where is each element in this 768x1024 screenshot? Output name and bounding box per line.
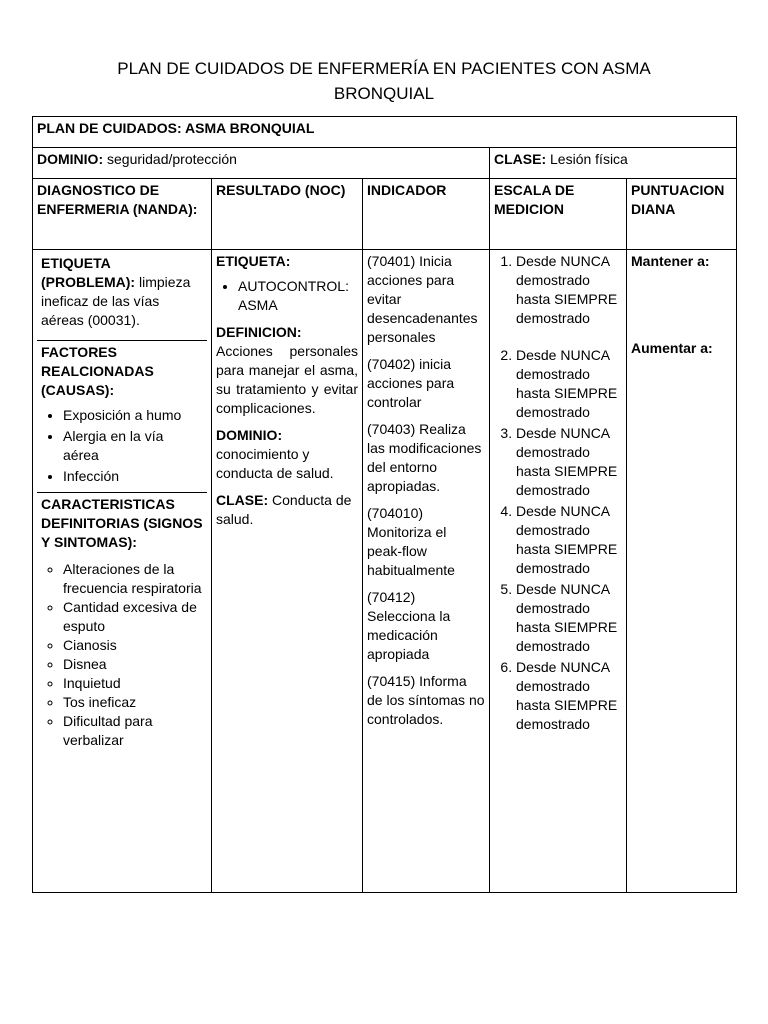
puntuacion-aumentar [631,339,732,358]
plan-heading-row [33,117,737,148]
diagnostico-etiqueta-box [37,252,207,340]
resultado-clase [216,491,358,529]
escala-list [494,252,622,734]
indicador-item: (70401) Inicia acciones para evitar desencadenantes personales [367,253,478,345]
resultado-etiqueta-list [216,277,358,315]
resultado-clase-label: CLASE: [216,492,269,508]
indicador-item: (70403) Realiza las modificaciones del entorno apropiadas. [367,421,482,494]
escala-cell [490,250,627,893]
plan-dominio-row [33,148,737,179]
resultado-dominio-text: conocimiento y conducta de salud. [216,446,334,481]
escala-item: 1. Desde NUNCA demostrado hasta SIEMPRE demostrado [516,252,622,328]
plan-heading: PLAN DE CUIDADOS: ASMA BRONQUIAL [37,120,315,136]
document-title [0,56,768,106]
plan-clase-label: CLASE: [494,151,547,167]
resultado-cell [212,250,363,893]
puntuacion-mantener-label: Mantener a: [631,253,710,269]
diagnostico-etiqueta-value: limpieza ineficaz de las vías aéreas (00031). [41,274,191,328]
caracteristica-item: ◦ Cianosis [63,636,203,655]
caracteristica-item: ◦ Alteraciones de la frecuencia respiratoria [63,560,203,598]
factores-list [41,406,203,486]
puntuacion-aumentar-label: Aumentar a: [631,340,713,356]
diagnostico-cell [33,250,212,893]
factor-item: • Infección [63,467,203,486]
caracteristicas-box [37,492,207,756]
indicador-item: (70402) inicia acciones para controlar [367,356,455,410]
resultado-definicion-text: Acciones personales para manejar el asma, su tratamiento y evitar complicaciones. [216,343,358,416]
title-line-1: PLAN DE CUIDADOS DE ENFERMERÍA EN PACIENTES CON ASMA [117,59,651,78]
content-row [33,250,737,893]
factor-item: • Exposición a humo [63,406,203,425]
factores-box [37,340,207,492]
escala-item: 4. Desde NUNCA demostrado hasta SIEMPRE demostrado [516,502,622,578]
plan-clase-cell [490,148,737,179]
header-indicador-text: INDICADOR [367,182,447,198]
plan-clase-value: Lesión física [550,151,628,167]
resultado-clase-text: Conducta de salud. [216,492,352,527]
caracteristica-item: ◦ Tos ineficaz [63,693,203,712]
escala-item: 6. Desde NUNCA demostrado hasta SIEMPRE demostrado [516,658,622,734]
caracteristica-item: ◦ Cantidad excesiva de esputo [63,598,203,636]
caracteristicas-label: CARACTERISTICAS DEFINITORIAS (SIGNOS Y SINTOMAS): [41,496,203,550]
header-resultado-text: RESULTADO (NOC) [216,182,346,198]
puntuacion-cell [627,250,737,893]
caracteristica-item: ◦ Disnea [63,655,203,674]
header-diagnostico [33,179,212,250]
escala-item: 3. Desde NUNCA demostrado hasta SIEMPRE demostrado [516,424,622,500]
escala-item: 5. Desde NUNCA demostrado hasta SIEMPRE demostrado [516,580,622,656]
header-puntuacion-text: PUNTUACION DIANA [631,182,725,217]
header-escala-text: ESCALA DE MEDICION [494,182,575,217]
header-escala [490,179,627,250]
caracteristicas-list [41,560,203,750]
header-row [33,179,737,250]
resultado-etiqueta-item: • AUTOCONTROL: ASMA [238,277,358,315]
resultado-definicion-label: DEFINICION: [216,324,302,340]
factor-item: • Alergia en la vía aérea [63,427,203,465]
puntuacion-mantener [631,252,732,271]
resultado-definicion [216,323,358,418]
title-line-2: BRONQUIAL [333,84,435,103]
header-diagnostico-text: DIAGNOSTICO DE ENFERMERIA (NANDA): [37,182,198,217]
resultado-etiqueta-label: ETIQUETA: [216,253,291,269]
caracteristica-item: ◦ Dificultad para verbalizar [63,712,203,750]
plan-heading-cell [33,117,737,148]
indicador-cell [363,250,490,893]
indicador-item: (70412) Selecciona la medicación apropiada [367,589,451,662]
indicador-item: (70415) Informa de los síntomas no controlados. [367,673,485,727]
diagnostico-etiqueta-label: ETIQUETA (PROBLEMA): [41,255,136,290]
indicador-item: (704010) Monitoriza el peak-flow habitualmente [367,505,455,578]
care-plan-table [32,116,737,893]
escala-item: 2. Desde NUNCA demostrado hasta SIEMPRE demostrado [516,346,622,422]
resultado-dominio-label: DOMINIO: [216,427,283,443]
header-indicador [363,179,490,250]
caracteristica-item: ◦ Inquietud [63,674,203,693]
plan-dominio-cell [33,148,490,179]
plan-dominio-value: seguridad/protección [107,151,237,167]
factores-label: FACTORES REALCIONADAS (CAUSAS): [41,344,154,398]
resultado-dominio [216,426,358,483]
header-resultado [212,179,363,250]
header-puntuacion [627,179,737,250]
plan-dominio-label: DOMINIO: [37,151,104,167]
